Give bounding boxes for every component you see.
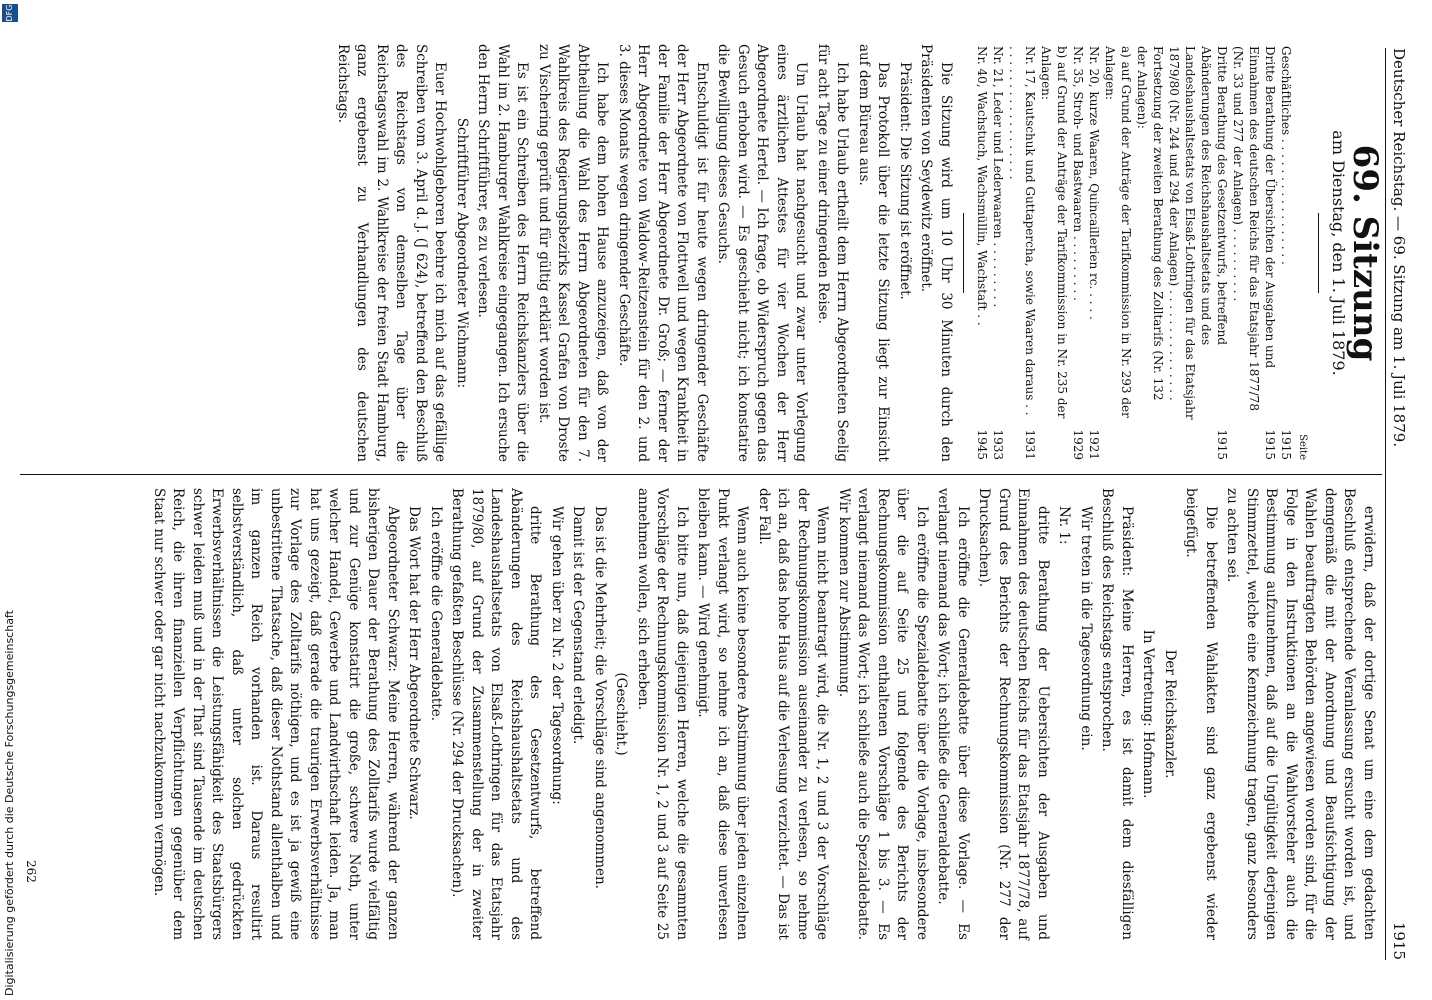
- toc-entry-text: a) auf Grund der Anträge der Tarifkommission in Nr. 293 der Anlagen:: [1103, 46, 1133, 418]
- session-date: am Dienstag, den 1. Juli 1879.: [1329, 130, 1349, 376]
- paragraph: Wenn auch keine besondere Abstimmung über jeden einzelnen Punkt verlangt wird, so nehme ich an, daß diese unverlesen bleiben kann. — Wird genehmigt.: [695, 488, 751, 940]
- toc-entry-text: Dritte Berathung des Gesetzentwurfs, betreffend Abänderungen des Reichshaushaltsetats und des Landeshaushaltsetats von Elsaß-Lothringen für das Etatsjahr 1879/80 (Nr. 244 und 294 der Anlagen) . . . . . . . . . . . . . . .: [1167, 46, 1229, 420]
- paragraph: In Vertretung: Hofmann.: [1140, 629, 1157, 799]
- toc-entry-text: Geschäftliches . . . . . . . . . . . . . . . . .: [1279, 46, 1293, 265]
- toc-entry-page: 1915: [1215, 429, 1229, 460]
- side-credit-strip: [0, 0, 22, 1000]
- column-divider: [20, 474, 1382, 475]
- paragraph: (Geschieht.): [613, 672, 630, 756]
- paragraph: Damit ist der Gegenstand erledigt.: [570, 506, 587, 745]
- paragraph: Ich eröffne die Spezialdebatte über die Vorlage, insbesondere über die auf Seite 25 und folgende des Berichts der Rechnungskommission enthaltenen Vorschläge 1 bis 3. — Es verlangt niemand das Wort; ich schließe auch die Spezialdebatte. Wir kommen zur Abstimmung.: [836, 488, 930, 940]
- toc-row: [1038, 44, 1070, 462]
- toc-row: [1070, 44, 1086, 462]
- running-header: [1385, 48, 1412, 960]
- paragraph: Entschuldigt ist für heute wegen dringender Geschäfte der Herr Abgeordnete von Flottwell und wegen Krankheit in der Familie der Herr Abgeordnete Dr. Groß; — ferner der Herr Abgeordnete von Waldow-Reitzenstein für den 2. und 3. dieses Monats wegen dringender Geschäfte.: [616, 44, 710, 462]
- paragraph: Ich habe Urlaub ertheilt dem Herrn Abgeordneten Seelig für acht Tage zu einer dringenden Reise.: [815, 44, 851, 462]
- dfg-logo: DFG: [2, 4, 18, 22]
- title-rule: [1318, 213, 1319, 293]
- toc-entry-page: 1945: [975, 429, 989, 460]
- paragraph: Ich eröffne die Generaldebatte.: [428, 506, 444, 721]
- table-of-contents: [974, 44, 1310, 462]
- paragraph: Wir gehen über zu Nr. 2 der Tagesordnung:: [549, 506, 565, 805]
- header-title: Deutscher Reichstag. — 69. Sitzung am 1. Juli 1879.: [1390, 48, 1408, 448]
- paragraph: Wir treten in die Tagesordnung ein.: [1078, 506, 1094, 751]
- toc-entry-text: Dritte Berathung der Übersichten der Ausgaben und Einnahmen des deutschen Reichs für das Etatsjahr 1877/78 (Nr. 33 und 277 der Anlagen) . . . . . . . . . .: [1231, 46, 1277, 411]
- toc-row: [990, 44, 1006, 462]
- toc-row: [974, 44, 990, 462]
- paragraph: Das ist die Mehrheit; die Vorschläge sind angenommen.: [592, 506, 608, 889]
- toc-entry-page: 1929: [1071, 429, 1085, 460]
- toc-entry-page: [1038, 422, 1070, 462]
- toc-row: [1166, 44, 1230, 462]
- paragraph: Die betreffenden Wahlakten sind ganz ergebenst wieder beigefügt.: [1183, 488, 1219, 940]
- session-title: 69. Sitzung: [1345, 144, 1385, 362]
- paragraph: Ich bitte nun, daß diejenigen Herren, welche die gesammten Vorschläge der Rechnungskommission Nr. 1, 2 und 3 auf Seite 25 annehmen wollen, sich erheben.: [635, 488, 690, 940]
- toc-header: Seite: [1297, 434, 1308, 460]
- toc-entry-text: Fortsetzung der zweiten Berathung des Zolltarifs (Nr. 132 der Anlagen):: [1135, 46, 1165, 401]
- paragraph: Präsident: Die Sitzung ist eröffnet.: [897, 62, 913, 300]
- paragraph: Abgeordneter Schwarz: Meine Herren, während der ganzen bisherigen Dauer der Berathung des Zolltarifs wurde vielfältig und zur Genüge konstatirt die große, schwere Noth, unter welcher Handel, Gewerbe und Landwirthschaft leiden. Ja, man hat uns gezeigt, daß gerade die traurigen Erwerbsverhältnisse zur Vorlage des Zolltarifs nöthigen, und es ist ja gewiß eine unbestrittene Thatsache, daß dieser Nothstand allenthalben und im ganzen Reich vorhanden ist. Daraus resultirt selbstverständlich, daß unter solchen gedrückten Erwerbsverhältnissen die Leistungsfähigkeit des Staatsbürgers schwer leiden muß und in der That sind Tausende im deutschen Reich, die ihren finanziellen Verpflichtungen gegenüber dem Staat nur schwer oder gar nicht nachzukommen vermögen.: [151, 488, 401, 940]
- paragraph: Das Wort hat der Herr Abgeordnete Schwarz.: [406, 506, 423, 820]
- toc-entry-text: Nr. 40, Wachstuch, Wachsmüllin, Wachstaft . .: [975, 46, 989, 326]
- paragraph: Präsident: Meine Herren, es ist damit dem diesfälligen Beschluß des Reichstags entsprochen.: [1099, 488, 1135, 940]
- paragraph: Der Reichskanzler.: [1162, 649, 1178, 779]
- toc-entry-page: 1931: [1023, 429, 1037, 460]
- right-column: [147, 488, 1379, 940]
- toc-entry-page: 1915: [1263, 429, 1277, 460]
- toc-entry-page: 1933: [991, 429, 1005, 460]
- toc-entry-text: Nr. 21, Leder und Lederwaaren . . . . . . . . .: [991, 46, 1005, 308]
- paragraph: Wenn nicht beantragt wird, die Nr. 1, 2 und 3 der Vorschläge der Rechnungskommission auseinander zu verlesen, so nehme ich an, daß das hohe Haus auf die Verlesung verzichtet. — Das ist der Fall.: [756, 488, 831, 940]
- toc-entry-text: Nr. 35, Stroh- und Bastwaaren . . . . . . . . .: [1071, 46, 1085, 301]
- toc-row: [1134, 44, 1166, 462]
- toc-row: [1278, 44, 1294, 462]
- paragraph: Ich habe dem hohen Hause anzuzeigen, daß von der Abtheilung die Wahl des Herrn Abgeordneten für den 7. Wahlkreis des Regierungsbezirks Kassel Grafen von Droste zu Vischering geprüft und für gültig erklärt worden ist.: [536, 44, 611, 462]
- toc-entry-page: 1915: [1279, 429, 1293, 460]
- paragraph: Das Protokoll über die letzte Sitzung liegt zur Einsicht auf dem Büreau aus.: [856, 44, 892, 462]
- paragraph: dritte Berathung des Gesetzentwurfs, betreffend Abänderungen des Reichshaushaltsetats und des Landeshaushaltsetats von Elsaß-Lothringen für das Etatsjahr 1879/80, auf Grund der Zusammenstellung der in zweiter Berathung gefaßten Beschlüsse (Nr. 294 der Drucksachen).: [449, 488, 544, 940]
- toc-entry-page: [1102, 422, 1134, 462]
- toc-row: [1230, 44, 1278, 462]
- toc-row: [1086, 44, 1102, 462]
- toc-rule: [963, 213, 964, 293]
- toc-entry-text: Nr. 20, kurze Waaren, Quincaillerien rc. . . . .: [1087, 46, 1101, 320]
- toc-entry-text: Nr. 17, Kautschuk und Guttapercha, sowie Waaren daraus . . . . . . . . . . . . . . . . . . . .: [1007, 46, 1037, 416]
- funding-credit: Digitalisierung gefördert durch die Deutsche Forschungsgemeinschaft: [3, 610, 16, 996]
- toc-entry-page: [1134, 422, 1166, 462]
- paragraph: Die Sitzung wird um 10 Uhr 30 Minuten durch den Präsidenten von Seydewitz eröffnet.: [918, 44, 954, 462]
- paragraph: Schriftführer Abgeordneter Wichmann:: [454, 117, 470, 389]
- paragraph: Es ist ein Schreiben des Herrn Reichskanzlers über die Wahl im 2. Hamburger Wahlkreise eingegangen. Ich ersuche den Herrn Schriftführer, es zu verlesen.: [475, 44, 531, 462]
- paragraph: Euer Hochwohlgeboren beehre ich mich auf das gefällige Schreiben vom 3. April d. J. (J 624), betreffend den Beschluß des Reichstags von demselben Tage über die Reichstagswahl im 2. Wahlkreise der freien Stadt Hamburg, ganz ergebenst zu Verhandlungen des deutschen Reichstags.: [335, 44, 449, 462]
- paragraph: Um Urlaub hat nachgesucht und zwar unter Vorlegung eines ärztlichen Attestes für vier Wochen der Herr Abgeordnete Hertel. — Ich frage, ob Widerspruch gegen das Gesuch erhoben wird. — Es geschieht nicht; ich konstatire die Bewilligung dieses Gesuchs.: [715, 44, 810, 462]
- paragraph: dritte Berathung der Uebersichten der Ausgaben und Einnahmen des deutschen Reichs für das Etatsjahr 1877/78, auf Grund des Berichts der Rechnungskommission (Nr. 277 der Drucksachen).: [976, 488, 1051, 940]
- header-page-number: 1915: [1390, 921, 1408, 960]
- page-footer-number: 262: [24, 860, 38, 883]
- left-column: [331, 44, 1385, 462]
- paragraph: erwidern, daß der dortige Senat um eine dem gedachten Beschluß entsprechende Veranlassung ersucht worden ist, und demgemäß die mit der Anordnung und Beaufsichtigung der Wahlen beauftragten Behörden angewiesen worden sind, für die Folge in den Instruktionen an die Wahlvorsteher auch die Bestimmung aufzunehmen, daß auf die Ungültigkeit derjenigen Stimmzettel, welche eine Kennzeichnung tragen, ganz besonders zu achten sei.: [1224, 488, 1377, 940]
- paragraph: Nr. 1:: [1056, 506, 1073, 545]
- paragraph: Ich eröffne die Generaldebatte über diese Vorlage. — Es verlangt niemand das Wort; ich schließe die Generaldebatte.: [935, 488, 971, 940]
- toc-row: [1102, 44, 1134, 462]
- toc-row: [1006, 44, 1038, 462]
- toc-entry-page: 1921: [1087, 429, 1101, 460]
- toc-entry-text: b) auf Grund der Anträge der Tarifkommission in Nr. 235 der Anlagen:: [1039, 46, 1069, 419]
